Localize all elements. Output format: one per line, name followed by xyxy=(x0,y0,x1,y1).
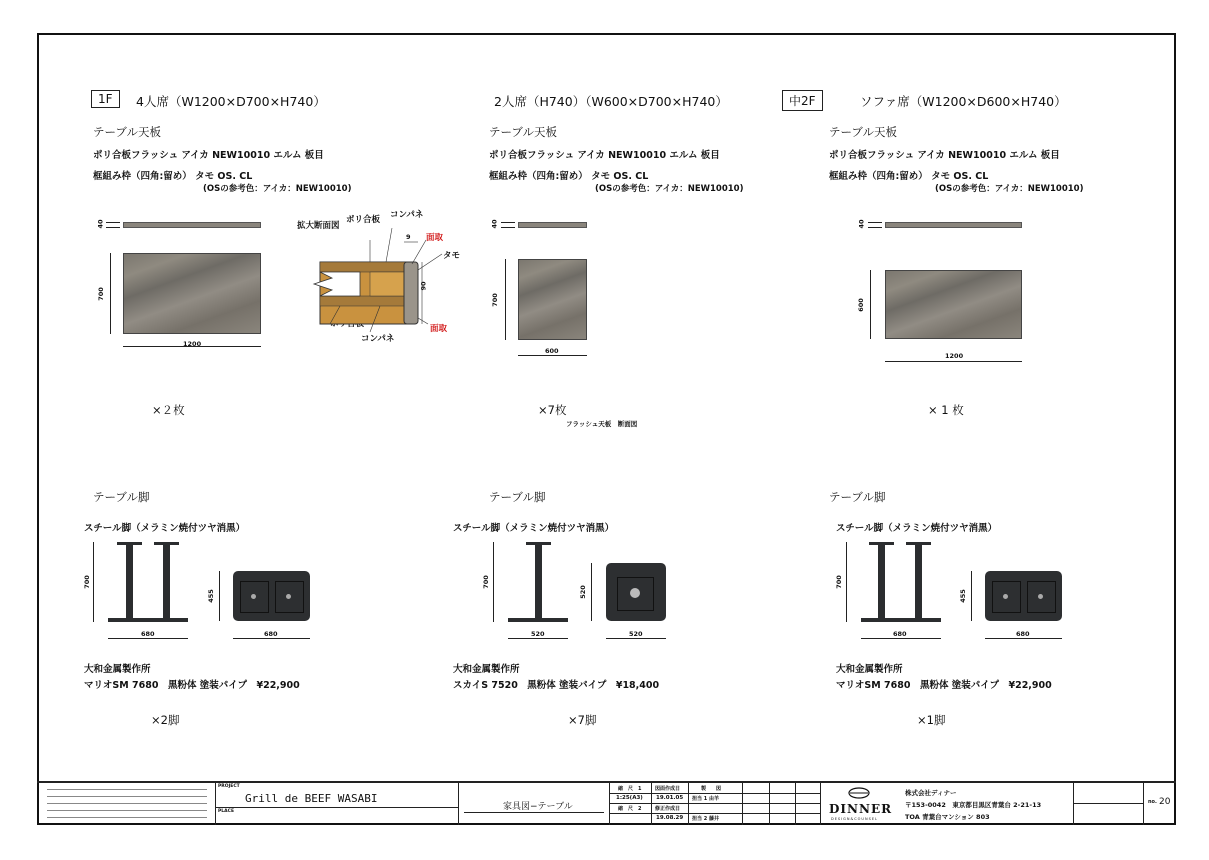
dim-line xyxy=(861,638,941,639)
scale-label-2: 縮 尺 2 xyxy=(618,806,642,812)
tb-divider xyxy=(795,783,796,825)
maker-3: 大和金属製作所 xyxy=(836,664,903,675)
tb-divider xyxy=(742,783,743,825)
scale-label-1: 縮 尺 1 xyxy=(618,786,642,792)
date-label-1: 図面作成日 xyxy=(655,786,681,792)
detail-chamfer-bottom: 面取 xyxy=(430,324,448,334)
tb-divider xyxy=(215,783,216,825)
ruled-line xyxy=(47,796,207,797)
plan-bolt xyxy=(251,594,256,599)
leg-spec-2: スチール脚（メラミン焼付ツヤ消黒） xyxy=(453,523,615,534)
leg-base-1: 680 xyxy=(141,630,155,638)
top-spec-2: ポリ合板フラッシュ アイカ NEW10010 エルム 板目 xyxy=(489,150,720,161)
project-label: PROJECT xyxy=(218,784,240,789)
maker-1: 大和金属製作所 xyxy=(84,664,151,675)
color-ref-1: (OSの参考色：アイカ：NEW10010) xyxy=(203,184,352,194)
scale-1: 1:25(A3) xyxy=(616,795,643,801)
leg-foot xyxy=(508,618,568,622)
tb-divider xyxy=(1073,803,1143,804)
floor-label-m2f: 中2F xyxy=(782,90,823,111)
leg-height-2: 700 xyxy=(481,575,490,589)
dim-line xyxy=(501,227,515,228)
dim-line xyxy=(93,542,94,622)
plan-width-2: 520 xyxy=(629,630,643,638)
detail-dim-9: 9 xyxy=(406,233,411,241)
dim-line xyxy=(606,638,666,639)
project-name: Grill de BEEF WASABI xyxy=(245,792,378,805)
width-label-2: 600 xyxy=(545,347,559,355)
dim-line xyxy=(870,270,871,339)
width-label-3: 1200 xyxy=(945,352,964,360)
tb-divider xyxy=(1073,783,1074,825)
section-caption: フラッシュ天板 断面図 xyxy=(566,420,638,428)
detail-chamfer-top: 面取 xyxy=(426,233,444,243)
dim-line xyxy=(233,638,310,639)
qty-1: ×２枚 xyxy=(152,403,185,417)
detail-conpane-bottom: コンパネ xyxy=(361,334,395,344)
leg-post xyxy=(878,545,885,618)
detail-tamo: タモ xyxy=(443,251,461,261)
dim-line xyxy=(493,542,494,622)
leg-heading-3: テーブル脚 xyxy=(829,490,886,504)
drawer-1: 担当 1 由羊 xyxy=(692,796,719,802)
top-spec-1: ポリ合板フラッシュ アイカ NEW10010 エルム 板目 xyxy=(93,150,324,161)
leg-post xyxy=(915,545,922,618)
place-label: PLACE xyxy=(218,809,235,814)
tb-divider xyxy=(609,813,820,814)
detail-poly-top: ポリ合板 xyxy=(346,215,381,225)
leg-post xyxy=(535,545,542,618)
color-ref-3: (OSの参考色：アイカ：NEW10010) xyxy=(935,184,1084,194)
leg-foot xyxy=(108,618,188,622)
section-title-2seat: 2人席（H740）（W600×D700×H740） xyxy=(494,94,728,109)
plan-bolt xyxy=(286,594,291,599)
leg-post xyxy=(126,545,133,618)
tb-divider xyxy=(215,807,458,808)
drawer-label: 製 図 xyxy=(701,786,722,792)
depth-label-1: 700 xyxy=(96,287,105,301)
leg-base-3: 680 xyxy=(893,630,907,638)
thickness-label-3: 40 xyxy=(857,219,866,229)
ruled-line xyxy=(47,810,207,811)
dim-line xyxy=(108,638,188,639)
qty-2: ×7枚 xyxy=(538,403,567,417)
frame-spec-3: 框組み枠（四角:留め） タモ OS. CL xyxy=(829,171,989,182)
company-logo-text: DINNER xyxy=(829,802,893,816)
company-logo-sub: DESIGN&COUNSEL xyxy=(831,817,878,821)
tabletop-plan-1 xyxy=(123,253,261,334)
plan-bolt xyxy=(1003,594,1008,599)
dim-line xyxy=(518,355,587,356)
product-1: マリオSM 7680 黒粉体 塗装パイプ ¥22,900 xyxy=(84,680,300,691)
thickness-label-2: 40 xyxy=(490,219,499,229)
leg-post xyxy=(163,545,170,618)
ruled-line xyxy=(47,817,207,818)
tabletop-plan-2 xyxy=(518,259,587,340)
depth-label-2: 700 xyxy=(490,293,499,307)
top-heading-2: テーブル天板 xyxy=(489,125,557,139)
frame-spec-2: 框組み枠（四角:留め） タモ OS. CL xyxy=(489,171,649,182)
section-title-sofa: ソファ席（W1200×D600×H740） xyxy=(860,94,1067,109)
top-spec-3: ポリ合板フラッシュ アイカ NEW10010 エルム 板目 xyxy=(829,150,1060,161)
leg-spec-1: スチール脚（メラミン焼付ツヤ消黒） xyxy=(84,523,246,534)
depth-label-3: 600 xyxy=(856,298,865,312)
top-heading-3: テーブル天板 xyxy=(829,125,897,139)
dim-line xyxy=(971,571,972,621)
leg-height-3: 700 xyxy=(834,575,843,589)
tb-divider xyxy=(651,783,652,825)
tb-divider xyxy=(609,803,820,804)
dim-line xyxy=(219,571,220,621)
leg-base-2: 520 xyxy=(531,630,545,638)
plan-bolt xyxy=(1038,594,1043,599)
leg-spec-3: スチール脚（メラミン焼付ツヤ消黒） xyxy=(836,523,998,534)
dim-line xyxy=(985,638,1062,639)
plan-depth-1: 455 xyxy=(206,589,215,603)
sheet-number: 20 xyxy=(1159,797,1171,807)
dim-line xyxy=(868,222,882,223)
drawer-2: 担当 2 藤井 xyxy=(692,816,719,822)
company-name: 株式会社ディナー xyxy=(905,789,957,797)
company-building: TOA 青葉台マンション 803 xyxy=(905,813,990,821)
color-ref-2: (OSの参考色：アイカ：NEW10010) xyxy=(595,184,744,194)
drawing-title: 家具図−テーブル xyxy=(503,802,573,812)
ruled-line xyxy=(47,803,207,804)
qty-3: × 1 枚 xyxy=(928,403,964,417)
top-heading-1: テーブル天板 xyxy=(93,125,161,139)
dim-line xyxy=(106,222,120,223)
ruled-line xyxy=(47,789,207,790)
tb-divider xyxy=(609,793,820,794)
dim-line xyxy=(591,563,592,621)
leg-heading-1: テーブル脚 xyxy=(93,490,150,504)
plan-depth-3: 455 xyxy=(958,589,967,603)
product-3: マリオSM 7680 黒粉体 塗装パイプ ¥22,900 xyxy=(836,680,1052,691)
tb-divider xyxy=(464,812,604,813)
leg-heading-2: テーブル脚 xyxy=(489,490,546,504)
company-address: 〒153-0042 東京都目黒区青葉台 2-21-13 xyxy=(905,801,1042,809)
company-logo-icon xyxy=(846,786,872,800)
detail-dim-90: 90 xyxy=(419,281,428,291)
tb-divider xyxy=(458,783,459,825)
dim-line xyxy=(110,253,111,334)
detail-title: 拡大断面図 xyxy=(297,221,340,231)
plan-bolt xyxy=(630,588,640,598)
tabletop-plan-3 xyxy=(885,270,1022,339)
dim-line xyxy=(885,361,1022,362)
date-label-2: 修正作成日 xyxy=(655,806,681,812)
plan-width-1: 680 xyxy=(264,630,278,638)
dim-line xyxy=(508,638,568,639)
tb-divider xyxy=(609,783,610,825)
dim-line xyxy=(106,227,120,228)
dim-line xyxy=(868,227,882,228)
section-title-4seat: 4人席（W1200×D700×H740） xyxy=(136,94,326,109)
frame-spec-1: 框組み枠（四角:留め） タモ OS. CL xyxy=(93,171,253,182)
date-1: 19.01.05 xyxy=(656,795,684,801)
title-block-border xyxy=(37,781,1176,783)
section-detail-drawing xyxy=(300,220,470,340)
dim-line xyxy=(505,259,506,340)
date-2: 19.08.29 xyxy=(656,815,684,821)
tabletop-edge-1 xyxy=(123,222,261,228)
tb-divider xyxy=(688,783,689,825)
tb-divider xyxy=(769,783,770,825)
width-label-1: 1200 xyxy=(183,340,202,348)
leg-height-1: 700 xyxy=(82,575,91,589)
sheet-no-label: no. xyxy=(1148,799,1157,805)
plan-width-3: 680 xyxy=(1016,630,1030,638)
leg-qty-1: ×2脚 xyxy=(151,713,180,727)
tb-divider xyxy=(820,783,821,825)
leg-qty-3: ×1脚 xyxy=(917,713,946,727)
thickness-label-1: 40 xyxy=(96,219,105,229)
dim-line xyxy=(846,542,847,622)
floor-label-1f: 1F xyxy=(91,90,120,108)
tb-divider xyxy=(1143,783,1144,825)
leg-foot xyxy=(861,618,941,622)
maker-2: 大和金属製作所 xyxy=(453,664,520,675)
product-2: スカイS 7520 黒粉体 塗装パイプ ¥18,400 xyxy=(453,680,660,691)
tabletop-edge-2 xyxy=(518,222,587,228)
tabletop-edge-3 xyxy=(885,222,1022,228)
plan-depth-2: 520 xyxy=(578,585,587,599)
dim-line xyxy=(501,222,515,223)
leg-qty-2: ×7脚 xyxy=(568,713,597,727)
detail-conpane-top: コンパネ xyxy=(390,210,424,220)
